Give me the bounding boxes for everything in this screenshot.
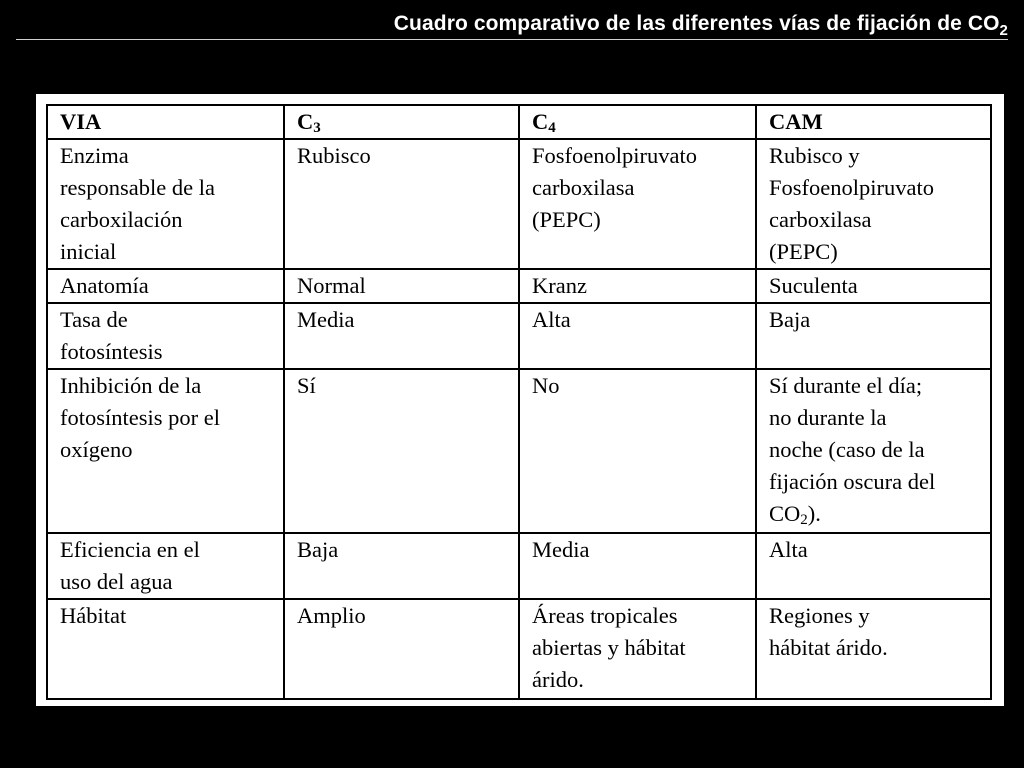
header-c4-subscript: 4 [548,120,556,136]
table-card [36,94,1004,706]
cell-line: Suculenta [769,273,858,298]
cell-line: Enzima [60,143,129,168]
cell-line: Amplio [297,603,366,628]
cell-eficiencia-agua-c4 [519,533,756,599]
cell-line: carboxilasa [531,175,635,200]
cell-tasa-fotosintesis-label [47,303,284,369]
cell-inhibicion-oxigeno-label [47,369,284,533]
cell-tasa-fotosintesis-cam [756,303,991,369]
cell-line: Hábitat [60,603,127,628]
cell-habitat-c4 [519,599,756,699]
cell-line: no durante la [769,405,887,430]
cell-line: Baja [297,537,339,562]
cell-line: Media [531,537,590,562]
cell-inhibicion-oxigeno-c4 [519,369,756,533]
cell-line: Rubisco [297,143,371,168]
cell-line: No [531,373,560,398]
cell-line: Alta [531,307,571,332]
cell-line: Áreas tropicales [531,603,678,628]
cell-line: Baja [769,307,811,332]
cell-line: noche (caso de la [769,437,925,462]
cell-line: carboxilación [60,207,183,232]
cell-line: Normal [297,273,366,298]
cell-eficiencia-agua-c3 [284,533,519,599]
cell-line: carboxilasa [769,207,872,232]
title-divider [16,39,1008,40]
co2-suffix: ). [807,501,821,526]
header-c3-subscript: 3 [313,120,321,136]
cell-inhibicion-oxigeno-cam [756,369,991,533]
header-cell-c4 [519,105,756,139]
cell-habitat-label [47,599,284,699]
cell-inhibicion-oxigeno-c3 [284,369,519,533]
cell-line: Kranz [531,273,587,298]
table-row-tasa-fotosintesis [47,303,991,369]
slide-title-text: Cuadro comparativo de las diferentes vías de fijación de CO [393,12,1000,35]
comparison-table-body [47,105,991,699]
cell-anatomia-cam [756,269,991,303]
cell-enzima-c4 [519,139,756,269]
cell-line: inicial [60,239,117,264]
header-c4-text: C [531,109,549,134]
cell-eficiencia-agua-cam [756,533,991,599]
cell-line: Eficiencia en el [60,537,200,562]
cell-anatomia-c3 [284,269,519,303]
header-cell-c3 [284,105,519,139]
cell-line: Fosfoenolpiruvato [531,143,697,168]
cell-line: (PEPC) [769,239,838,264]
comparison-table [46,104,992,700]
cell-tasa-fotosintesis-c4 [519,303,756,369]
table-row-eficiencia-agua [47,533,991,599]
cell-enzima-cam [756,139,991,269]
cell-anatomia-label [47,269,284,303]
co2-subscript: 2 [800,512,808,528]
cell-anatomia-c4 [519,269,756,303]
table-row-anatomia [47,269,991,303]
cell-line: Tasa de [60,307,128,332]
cell-line: Inhibición de la [60,373,202,398]
cell-line: Regiones y [769,603,870,628]
cell-line: árido. [531,667,584,692]
cell-line: uso del agua [60,569,173,594]
cell-line: Rubisco y [769,143,860,168]
cell-tasa-fotosintesis-c3 [284,303,519,369]
cell-enzima-c3 [284,139,519,269]
slide-title [394,12,1008,39]
table-row-inhibicion-oxigeno [47,369,991,533]
cell-line: Anatomía [60,273,149,298]
slide-title-subscript: 2 [999,22,1008,40]
cell-line: Sí [297,373,316,398]
cell-line: fotosíntesis por el [60,405,220,430]
cell-line: fotosíntesis [60,339,163,364]
header-cell-via [47,105,284,139]
table-row-enzima [47,139,991,269]
cell-line: hábitat árido. [769,635,888,660]
header-cell-cam [756,105,991,139]
co2-text: CO [769,501,801,526]
cell-line-co2 [769,501,821,526]
table-header-row [47,105,991,139]
cell-line: Alta [769,537,808,562]
cell-line: fijación oscura del [769,469,936,494]
cell-line: Sí durante el día; [769,373,923,398]
header-via-text: VIA [60,109,102,134]
cell-line: (PEPC) [531,207,601,232]
header-cam-text: CAM [769,109,823,134]
cell-line: oxígeno [60,437,133,462]
cell-eficiencia-agua-label [47,533,284,599]
cell-habitat-c3 [284,599,519,699]
cell-line: Fosfoenolpiruvato [769,175,935,200]
cell-habitat-cam [756,599,991,699]
cell-line: Media [297,307,355,332]
header-c3-text: C [297,109,314,134]
cell-line: abiertas y hábitat [531,635,686,660]
table-row-habitat [47,599,991,699]
cell-enzima-label [47,139,284,269]
cell-line: responsable de la [60,175,215,200]
